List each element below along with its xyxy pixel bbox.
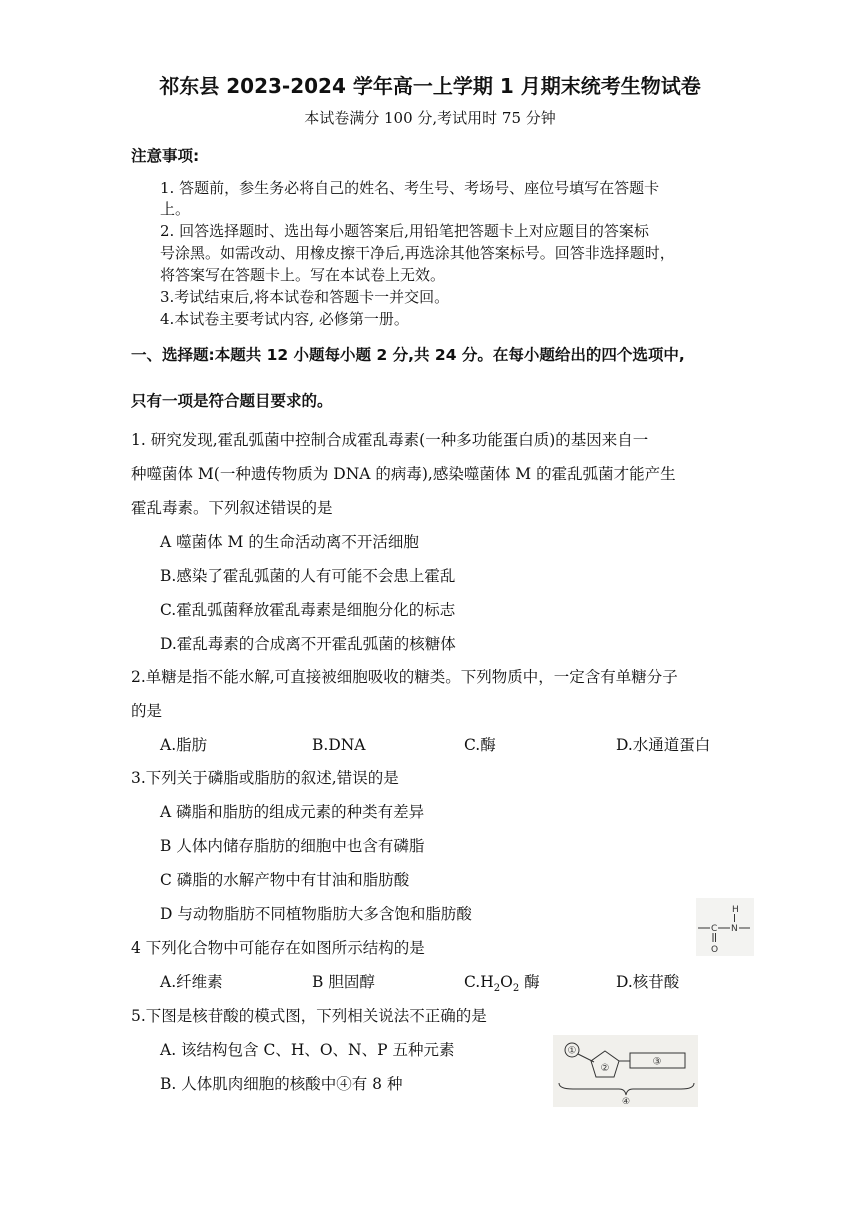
atom-label-h: H <box>732 905 739 915</box>
nucleotide-label: ④ <box>621 1097 631 1107</box>
q2-stem: 的是 <box>131 702 163 720</box>
phosphate-label: ① <box>567 1045 577 1057</box>
notice-line: 号涂黑。如需改动、用橡皮擦干净后,再选涂其他答案标号。回答非选择题时， <box>160 244 675 262</box>
q5-option-b: B. 人体肌肉细胞的核酸中④有 8 种 <box>160 1075 403 1093</box>
q4-option-c: $C.H_2O_2$ 酶 <box>464 973 540 995</box>
q3-option-d: D 与动物脂肪不同植物脂肪大多含饱和脂肪酸 <box>160 905 472 923</box>
section-heading-line1: 一、选择题:本题共 12 小题每小题 2 分,共 24 分。在每小题给出的四个选项中, <box>131 346 685 364</box>
q4-stem: 4 下列化合物中可能存在如图所示结构的是 <box>131 939 425 957</box>
q1-option-a: A 噬菌体 M 的生命活动离不开活细胞 <box>160 533 419 551</box>
q2-option-a: A.脂肪 <box>160 736 208 754</box>
notice-line: 4.本试卷主要考试内容, 必修第一册。 <box>160 310 409 328</box>
q1-stem: 1. 研究发现,霍乱弧菌中控制合成霍乱毒素(一种多功能蛋白质)的基因来自一 <box>131 431 649 449</box>
exam-title: 祁东县 2023-2024 学年高一上学期 1 月期末统考生物试卷 <box>159 74 701 98</box>
notice-line: 1. 答题前，参生务必将自己的姓名、考生号、考场号、座位号填写在答题卡 <box>160 179 660 197</box>
atom-label-o: O <box>711 945 719 955</box>
exam-subtitle: 本试卷满分 100 分,考试用时 75 分钟 <box>304 109 556 127</box>
q4-option-a: A.纤维素 <box>160 973 223 991</box>
q4-option-b: B 胆固醇 <box>312 973 375 991</box>
notice-line: 2. 回答选择题时、选出每小题答案后,用铅笔把答题卡上对应题目的答案标 <box>160 222 649 240</box>
peptide-bond-structure-icon <box>696 898 754 956</box>
q2-option-d: D.水通道蛋白 <box>616 736 711 754</box>
peptide-bond-figure <box>696 898 754 956</box>
q1-stem: 霍乱毒素。下列叙述错误的是 <box>131 499 333 517</box>
q1-option-b: B.感染了霍乱弧菌的人有可能不会患上霍乱 <box>160 567 456 585</box>
q4-option-d: D.核苷酸 <box>616 973 680 991</box>
base-label: ③ <box>652 1056 662 1068</box>
notice-line: 将答案写在答题卡上。写在本试卷上无效。 <box>160 266 446 284</box>
nucleotide-model-icon <box>553 1035 698 1107</box>
q1-option-d: D.霍乱毒素的合成离不开霍乱弧菌的核糖体 <box>160 635 456 653</box>
section-heading-line2: 只有一项是符合题目要求的。 <box>131 392 333 410</box>
q3-option-c: C 磷脂的水解产物中有甘油和脂肪酸 <box>160 871 410 889</box>
q3-option-b: B 人体内储存脂肪的细胞中也含有磷脂 <box>160 837 425 855</box>
atom-label-c: C <box>711 924 718 934</box>
q5-stem: 5.下图是核苷酸的模式图，下列相关说法不正确的是 <box>131 1007 487 1025</box>
q1-stem: 种噬菌体 M(一种遗传物质为 DNA 的病毒),感染噬菌体 M 的霍乱弧菌才能产生 <box>131 465 676 483</box>
q1-option-c: C.霍乱弧菌释放霍乱毒素是细胞分化的标志 <box>160 601 456 619</box>
atom-label-n: N <box>731 924 738 934</box>
q2-stem: 2.单糖是指不能水解,可直接被细胞吸收的糖类。下列物质中，一定含有单糖分子 <box>131 668 678 686</box>
notice-heading: 注意事项: <box>131 147 200 165</box>
notice-line: 上。 <box>160 200 191 218</box>
q2-option-c: C.酶 <box>464 736 496 754</box>
q2-option-b: B.DNA <box>312 736 366 754</box>
q5-option-a: A. 该结构包含 C、H、O、N、P 五种元素 <box>160 1041 455 1059</box>
notice-line: 3.考试结束后,将本试卷和答题卡一并交回。 <box>160 288 450 306</box>
nucleotide-figure <box>553 1035 698 1107</box>
q3-option-a: A 磷脂和脂肪的组成元素的种类有差异 <box>160 803 425 821</box>
q3-stem: 3.下列关于磷脂或脂肪的叙述,错误的是 <box>131 769 399 787</box>
pentose-label: ② <box>600 1063 610 1074</box>
